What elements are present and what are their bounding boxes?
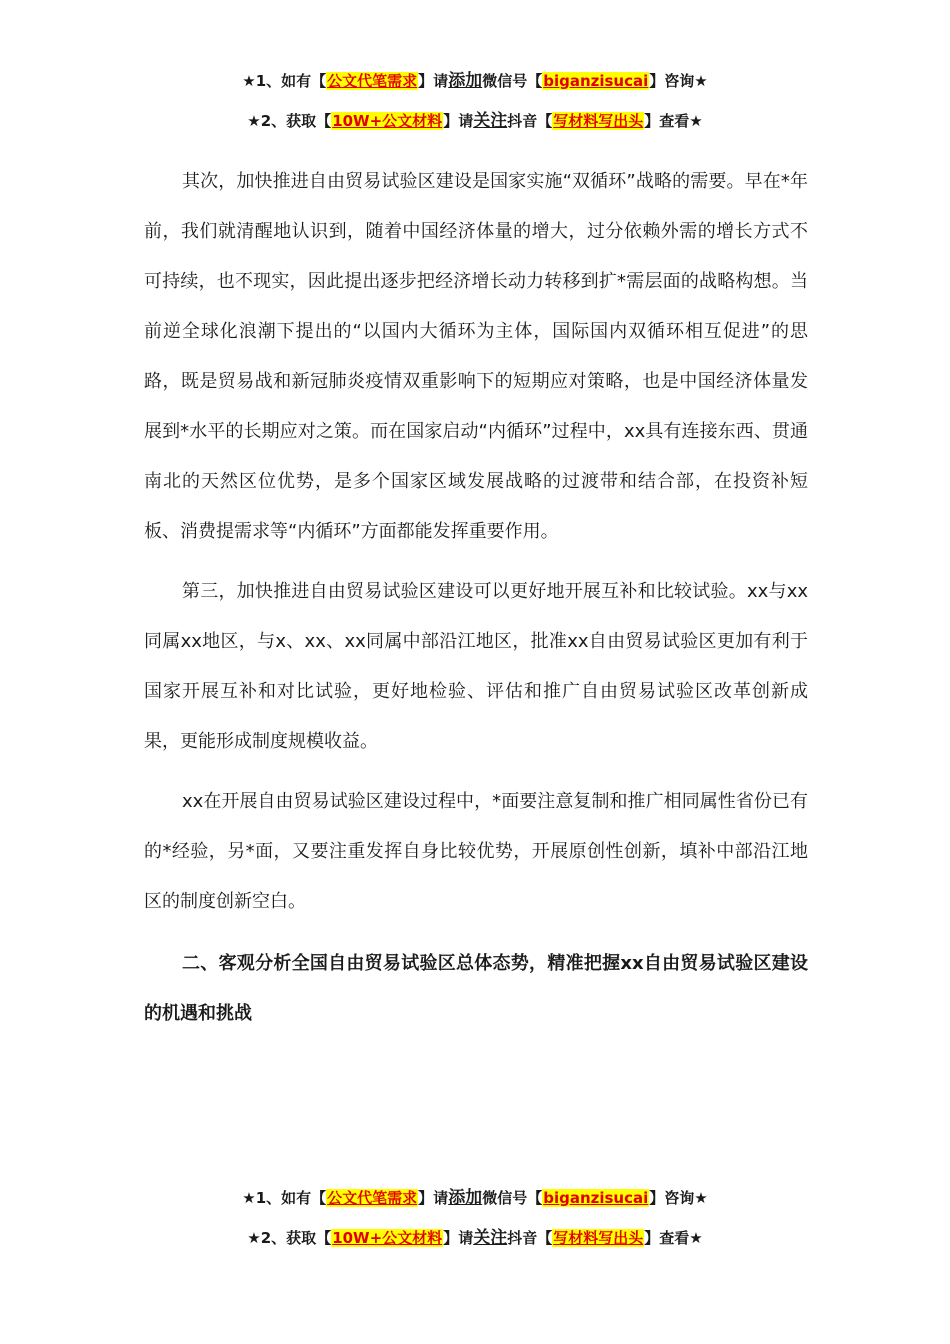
promo-line-2-highlight-materials: 10W+公文材料: [332, 112, 443, 130]
promo-line-1-wechat-id: biganzisucai: [543, 72, 649, 90]
document-body: [144, 157, 808, 1039]
paragraph-innovation: xx在开展自由贸易试验区建设过程中，*面要注意复制和推广相同属性省份已有的*经验，另*面，又要注重发挥自身比较优势，开展原创性创新，填补中部沿江地区的制度创新空白。: [144, 791, 808, 912]
promo-line-2-middle: 】请: [443, 1229, 474, 1247]
promo-line-1-middle-2: 微信号【: [482, 1189, 543, 1207]
promo-line-2-prefix: ★2、获取【: [247, 1229, 332, 1247]
promo-line-1-highlight-service: 公文代笔需求: [327, 1189, 418, 1207]
promo-line-1: [0, 61, 950, 101]
promo-line-2-douyin-id: 写材料写出头: [553, 1229, 644, 1247]
promo-line-1-emphasis: 添加: [448, 1188, 483, 1208]
section-heading: 二、客观分析全国自由贸易试验区总体态势，精准把握xx自由贸易试验区建设的机遇和挑战: [144, 953, 808, 1024]
paragraph-dual-circulation: 其次，加快推进自由贸易试验区建设是国家实施“双循环”战略的需要。早在*年前，我们就清醒地认识到，随着中国经济体量的增大，过分依赖外需的增长方式不可持续，也不现实，因此提出逐步把经济增长动力转移到扩*需层面的战略构想。当前逆全球化浪潮下提出的“以国内大循环为主体，国际国内双循环相互促进”的思路，既是贸易战和新冠肺炎疫情双重影响下的短期应对策略，也是中国经济体量发展到*水平的长期应对之策。而在国家启动“内循环”过程中，xx具有连接东西、贯通南北的天然区位优势，是多个国家区域发展战略的过渡带和结合部，在投资补短板、消费提需求等“内循环”方面都能发挥重要作用。: [144, 171, 808, 542]
promo-line-1-highlight-service: 公文代笔需求: [327, 72, 418, 90]
promo-line-2-douyin-id: 写材料写出头: [553, 112, 644, 130]
promo-line-1-prefix: ★1、如有【: [242, 1189, 327, 1207]
promo-line-1-suffix: 】咨询★: [649, 72, 708, 90]
promo-line-2: [0, 101, 950, 141]
promo-line-2-middle-2: 抖音【: [507, 112, 553, 130]
promo-line-1-bottom: [0, 1178, 950, 1218]
promo-line-2-suffix: 】查看★: [644, 1229, 703, 1247]
promo-line-2-bottom: [0, 1218, 950, 1258]
promo-line-2-suffix: 】查看★: [644, 112, 703, 130]
promo-line-2-emphasis: 关注: [473, 111, 508, 131]
promo-line-2-middle-2: 抖音【: [507, 1229, 553, 1247]
promo-header-bottom: [0, 1178, 950, 1258]
promo-line-1-middle: 】请: [418, 72, 449, 90]
promo-header-top: [0, 61, 950, 141]
promo-line-1-wechat-id: biganzisucai: [543, 1189, 649, 1207]
promo-line-1-middle-2: 微信号【: [482, 72, 543, 90]
promo-line-2-prefix: ★2、获取【: [247, 112, 332, 130]
promo-line-1-prefix: ★1、如有【: [242, 72, 327, 90]
promo-line-1-middle: 】请: [418, 1189, 449, 1207]
paragraph-complementary-trials: 第三，加快推进自由贸易试验区建设可以更好地开展互补和比较试验。xx与xx同属xx地区，与x、xx、xx同属中部沿江地区，批准xx自由贸易试验区更加有利于国家开展互补和对比试验，更好地检验、评估和推广自由贸易试验区改革创新成果，更能形成制度规模收益。: [144, 581, 808, 752]
promo-line-2-highlight-materials: 10W+公文材料: [332, 1229, 443, 1247]
promo-line-1-suffix: 】咨询★: [649, 1189, 708, 1207]
promo-line-1-emphasis: 添加: [448, 71, 483, 91]
promo-line-2-emphasis: 关注: [473, 1228, 508, 1248]
promo-line-2-middle: 】请: [443, 112, 474, 130]
